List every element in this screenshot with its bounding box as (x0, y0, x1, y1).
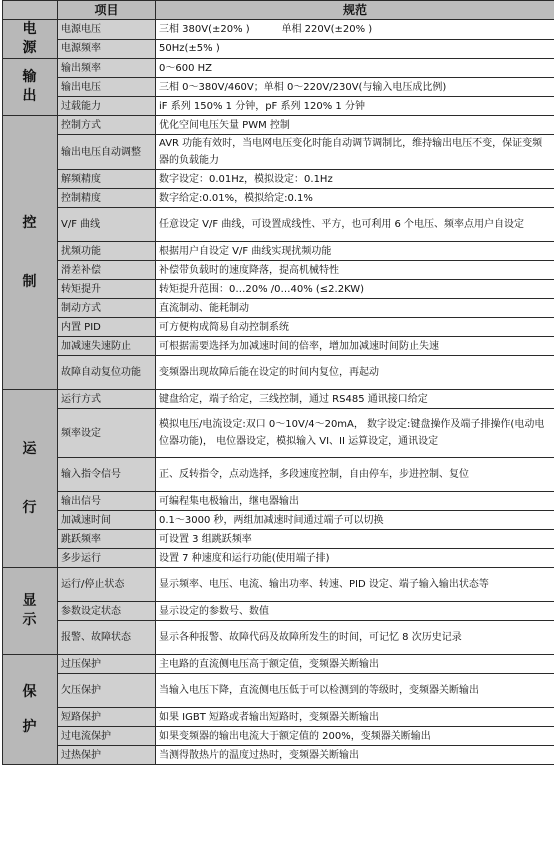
table-row (3, 116, 555, 135)
category-char: 示 (22, 612, 38, 628)
header-row (3, 1, 555, 20)
table-row (3, 135, 555, 170)
table-row (3, 511, 555, 530)
table-row (3, 621, 555, 655)
spec-cell: 50Hz(±5% ) (156, 39, 555, 59)
category-cell-control (3, 116, 58, 390)
item-cell: 报警、故障状态 (58, 621, 156, 655)
spec-cell: 可方便构成简易自动控制系统 (156, 318, 555, 337)
spec-cell: 正、反转指令，点动选择，多段速度控制，自由停车，步进控制、复位 (156, 458, 555, 492)
table-row (3, 530, 555, 549)
spec-cell: 显示设定的参数号、数值 (156, 602, 555, 621)
spec-cell: 数字设定：0.01Hz，模拟设定：0.1Hz (156, 170, 555, 189)
item-cell: 扰频功能 (58, 242, 156, 261)
table-row (3, 78, 555, 97)
table-row (3, 727, 555, 746)
header-category-cell (3, 1, 58, 20)
item-cell: 输出电压 (58, 78, 156, 97)
table-row (3, 97, 555, 116)
item-cell: 多步运行 (58, 549, 156, 568)
item-cell: 运行方式 (58, 390, 156, 409)
spec-cell: AVR 功能有效时，当电网电压变化时能自动调节调制比，维持输出电压不变，保证变频器的负载能力 (156, 135, 555, 170)
table-row (3, 208, 555, 242)
table-row (3, 59, 555, 78)
spec-cell: 直流制动、能耗制动 (156, 299, 555, 318)
table-row (3, 356, 555, 390)
item-cell: 欠压保护 (58, 674, 156, 708)
item-cell: 过压保护 (58, 655, 156, 674)
spec-cell: iF 系列 150% 1 分钟，pF 系列 120% 1 分钟 (156, 97, 555, 116)
spec-cell: 当输入电压下降，直流侧电压低于可以检测到的等级时，变频器关断输出 (156, 674, 555, 708)
spec-cell: 主电路的直流侧电压高于额定值，变频器关断输出 (156, 655, 555, 674)
table-row (3, 170, 555, 189)
spec-cell: 如果变频器的输出电流大于额定值的 200%，变频器关断输出 (156, 727, 555, 746)
item-cell: 频率设定 (58, 409, 156, 458)
item-cell: 内置 PID (58, 318, 156, 337)
table-row (3, 409, 555, 458)
spec-cell: 三相 0～380V/460V；单相 0～220V/230V(与输入电压成比例) (156, 78, 555, 97)
item-cell: 滑差补偿 (58, 261, 156, 280)
spec-cell: 显示各种报警、故障代码及故障所发生的时间，可记忆 8 次历史记录 (156, 621, 555, 655)
spec-cell: 设置 7 种速度和运行功能(使用端子排) (156, 549, 555, 568)
table-row (3, 318, 555, 337)
table-row (3, 242, 555, 261)
spec-cell: 可设置 3 组跳跃频率 (156, 530, 555, 549)
item-cell: 短路保护 (58, 708, 156, 727)
item-cell: 电源频率 (58, 39, 156, 59)
spec-cell: 0～600 HZ (156, 59, 555, 78)
spec-cell: 可编程集电极输出，继电器输出 (156, 492, 555, 511)
category-cell-output (3, 59, 58, 116)
table-row (3, 655, 555, 674)
category-char: 出 (22, 88, 38, 104)
category-char: 控 (22, 214, 38, 231)
table-row (3, 261, 555, 280)
spec-cell: 可根据需要选择为加减速时间的倍率，增加加减速时间防止失速 (156, 337, 555, 356)
category-char: 源 (22, 40, 38, 56)
item-cell: 过载能力 (58, 97, 156, 116)
item-cell: 故障自动复位功能 (58, 356, 156, 390)
table-row (3, 746, 555, 765)
header-spec-cell: 规范 (156, 1, 555, 20)
item-cell: 加减速时间 (58, 511, 156, 530)
spec-cell: 如果 IGBT 短路或者输出短路时，变频器关断输出 (156, 708, 555, 727)
spec-cell: 显示频率、电压、电流、输出功率、转速、PID 设定、端子输入输出状态等 (156, 568, 555, 602)
spec-cell: 任意设定 V/F 曲线，可设置成线性、平方，也可利用 6 个电压、频率点用户自设定 (156, 208, 555, 242)
category-char: 护 (22, 718, 38, 735)
table-row (3, 492, 555, 511)
table-row (3, 390, 555, 409)
table-row (3, 458, 555, 492)
item-cell: 控制精度 (58, 189, 156, 208)
category-char: 显 (22, 593, 38, 609)
item-cell: 解频精度 (58, 170, 156, 189)
item-cell: 加减速失速防止 (58, 337, 156, 356)
table-row (3, 568, 555, 602)
spec-table-container (2, 0, 554, 850)
item-cell: 输出电压自动调整 (58, 135, 156, 170)
header-item-cell: 项目 (58, 1, 156, 20)
item-cell: 控制方式 (58, 116, 156, 135)
item-cell: V/F 曲线 (58, 208, 156, 242)
spec-cell: 补偿带负载时的速度降落，提高机械特性 (156, 261, 555, 280)
item-cell: 运行/停止状态 (58, 568, 156, 602)
spec-cell: 变频器出现故障后能在设定的时间内复位，再起动 (156, 356, 555, 390)
category-char: 运 (22, 440, 38, 457)
table-row (3, 20, 555, 40)
category-char: 电 (22, 21, 38, 37)
category-cell-display (3, 568, 58, 655)
item-cell: 跳跃频率 (58, 530, 156, 549)
category-cell-protection (3, 655, 58, 765)
table-row (3, 337, 555, 356)
item-cell: 制动方式 (58, 299, 156, 318)
spec-cell: 模拟电压/电流设定:双口 0～10V/4～20mA， 数字设定:键盘操作及端子排操作(电动电位器功能)， 电位器设定，模拟输入 VI、II 运算设定，通讯设定 (156, 409, 555, 458)
table-row (3, 674, 555, 708)
spec-cell: 0.1～3000 秒，两组加减速时间通过端子可以切换 (156, 511, 555, 530)
spec-cell: 根据用户自设定 V/F 曲线实现扰频功能 (156, 242, 555, 261)
item-cell: 过热保护 (58, 746, 156, 765)
table-row (3, 708, 555, 727)
table-row (3, 299, 555, 318)
table-row (3, 280, 555, 299)
item-cell: 电源电压 (58, 20, 156, 40)
table-row (3, 189, 555, 208)
item-cell: 输入指令信号 (58, 458, 156, 492)
item-cell: 输出信号 (58, 492, 156, 511)
spec-cell: 数字给定:0.01%，模拟给定:0.1% (156, 189, 555, 208)
category-cell-operation (3, 390, 58, 568)
spec-cell: 三相 380V(±20% ) 单相 220V(±20% ) (156, 20, 555, 40)
item-cell: 过电流保护 (58, 727, 156, 746)
table-row (3, 39, 555, 59)
category-char: 保 (22, 683, 38, 700)
table-row (3, 602, 555, 621)
item-cell: 输出频率 (58, 59, 156, 78)
spec-cell: 转矩提升范围：0…20% /0…40% (≤2.2KW) (156, 280, 555, 299)
spec-cell: 当测得散热片的温度过热时，变频器关断输出 (156, 746, 555, 765)
category-cell-power-supply (3, 20, 58, 59)
table-row (3, 549, 555, 568)
spec-cell: 优化空间电压矢量 PWM 控制 (156, 116, 555, 135)
item-cell: 转矩提升 (58, 280, 156, 299)
item-cell: 参数设定状态 (58, 602, 156, 621)
category-char: 制 (22, 273, 38, 290)
category-char: 行 (22, 499, 38, 516)
category-char: 输 (22, 69, 38, 85)
spec-table (2, 0, 554, 765)
spec-cell: 键盘给定，端子给定，三线控制，通过 RS485 通讯接口给定 (156, 390, 555, 409)
